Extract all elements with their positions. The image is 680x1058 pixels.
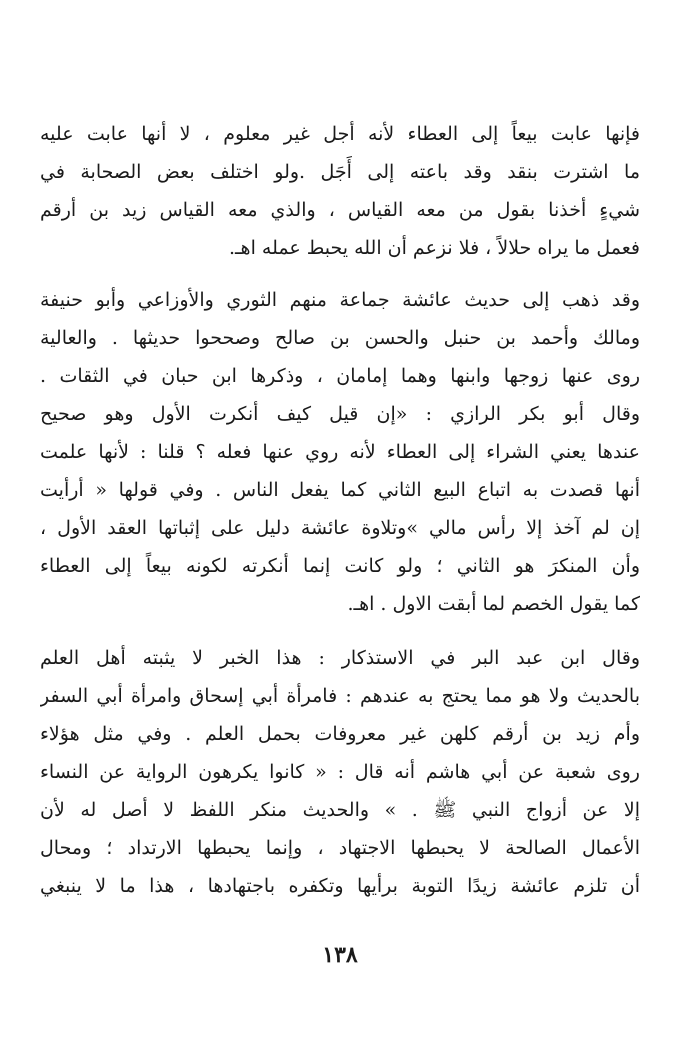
text-line: روى شعبة عن أبي هاشم أنه قال : « كانوا يكرهون الرواية عن النساء — [40, 761, 640, 783]
text-line: أن تلزم عائشة زيدًا التوبة برأيها وتكفره باجتهادها ، هذا ما لا ينبغي — [40, 875, 640, 897]
text-line: وقال أبو بكر الرازي : «إن قيل كيف أنكرت الأول وهو صحيح — [40, 403, 640, 425]
text-line: أنها قصدت به اتباع البيع الثاني كما يفعل الناس . وفي قولها « أرأيت — [40, 479, 640, 501]
text-line: ومالك وأحمد بن حنبل والحسن بن صالح وصححوا حديثها . والعالية — [40, 327, 640, 349]
text-line: شيءٍ أخذنا بقول من معه القياس ، والذي معه القياس زيد بن أرقم — [40, 199, 640, 221]
text-line: وأن المنكرَ هو الثاني ؛ ولو كانت إنما أنكرته لكونه بيعاً إلى العطاء — [40, 555, 640, 577]
text-line: ما اشترت بنقد وقد باعته إلى أَجَل .ولو اختلف بعض الصحابة في — [40, 161, 640, 183]
text-line: الأعمال الصالحة لا يحبطها الاجتهاد ، وإنما يحبطها الارتداد ؛ ومحال — [40, 837, 640, 859]
text-line: وقال ابن عبد البر في الاستذكار : هذا الخبر لا يثبته أهل العلم — [40, 647, 640, 669]
text-line: إلا عن أزواج النبي ﷺ . » والحديث منكر اللفظ لا أصل له لأن — [40, 799, 640, 821]
text-line: كما يقول الخصم لما أبقت الاول . اهـ. — [347, 593, 640, 615]
text-line: وأم زيد بن أرقم كلهن غير معروفات بحمل العلم . وفي مثل هؤلاء — [40, 723, 640, 745]
text-line: فإنها عابت بيعاً إلى العطاء لأنه أجل غير معلوم ، لا أنها عابت عليه — [40, 123, 640, 145]
page-number: ١٣٨ — [322, 942, 358, 968]
text-line: فعمل ما يراه حلالاً ، فلا نزعم أن الله يحبط عمله اهـ. — [228, 237, 640, 259]
text-line: عندها يعني الشراء إلى العطاء لأنه روي عنها فعله ؟ قلنا : لأنها علمت — [40, 441, 640, 463]
text-line: بالحديث ولا هو مما يحتج به عندهم : فامرأة أبي إسحاق وامرأة أبي السفر — [40, 685, 640, 707]
text-line: وقد ذهب إلى حديث عائشة جماعة منهم الثوري والأوزاعي وأبو حنيفة — [40, 289, 640, 311]
text-line: إن لم آخذ إلا رأس مالي »وتلاوة عائشة دليل على إثباتها العقد الأول ، — [40, 517, 640, 539]
text-line: روى عنها زوجها وابنها وهما إمامان ، وذكرها ابن حبان في الثقات . — [40, 365, 640, 387]
